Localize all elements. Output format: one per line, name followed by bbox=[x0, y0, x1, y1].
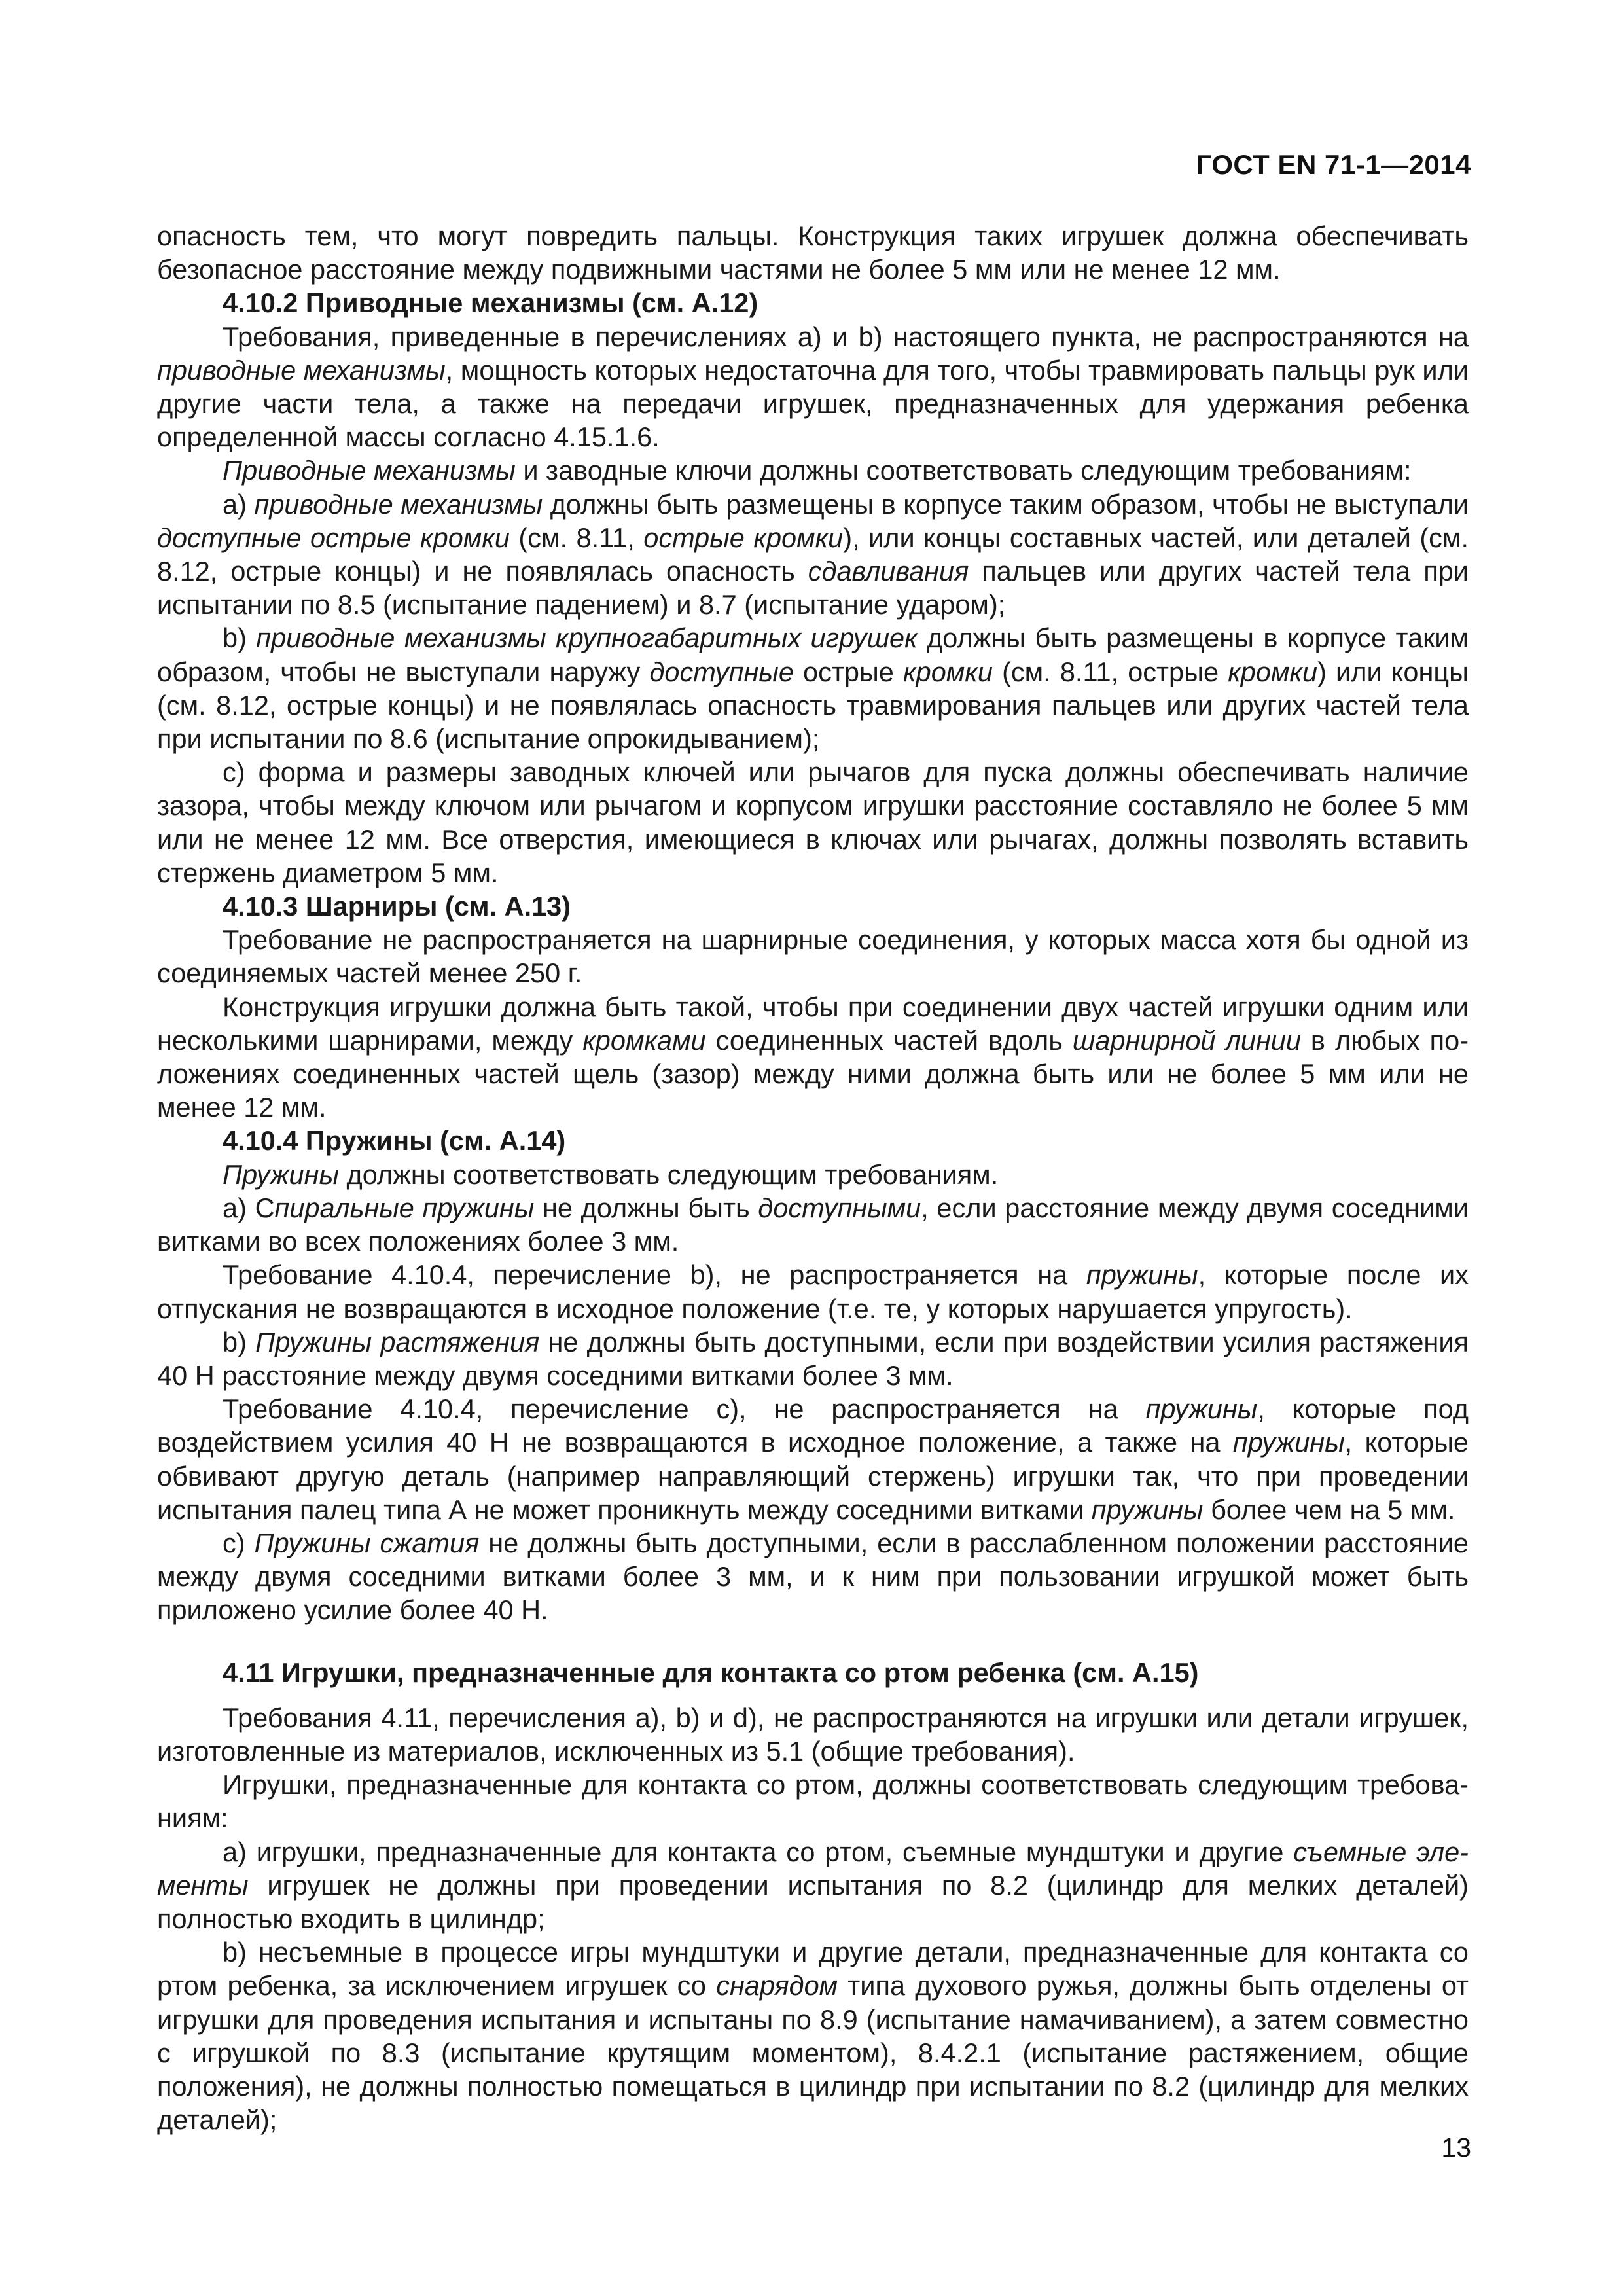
paragraph: Пружины должны соответствовать следующим требованиям. bbox=[223, 1158, 999, 1190]
list-item-a: a) игрушки, предназначенные для контакта со ртом, съемные мундштуки и другие съемные элементы игрушек не должны при проведении испытания по 8.2 (цилиндр для мелких деталей) полностью входить в цилиндр; bbox=[157, 1836, 1469, 1934]
list-item-c: c) форма и размеры заводных ключей или рычагов для пуска должны обеспечивать наличие зазора, чтобы между ключом или рычагом и корпусом игрушки расстояние составляло не более 5 мм или не менее 12 мм. Все отверстия, имеющиеся в ключах или рычагах, должны позволять вставить стержень диаметром 5 мм. bbox=[157, 757, 1469, 888]
list-item-a: a) Спиральные пружины не должны быть доступными, если расстояние между двумя соседними витками во всех положениях более 3 мм. bbox=[157, 1192, 1469, 1257]
paragraph: Требования, приведенные в перечислениях a) и b) настоящего пункта, не распространяются на приводные механизмы, мощность которых недостаточна для того, чтобы травмировать пальцы рук или другие части тела, а также на передачи игрушек, предназначенных для удержания ребенка определенной массы согласно 4.15.1.6. bbox=[157, 321, 1469, 453]
paragraph: Требование не распространяется на шарнирные соединения, у которых масса хотя бы одной из соединяемых частей менее 250 г. bbox=[157, 924, 1469, 989]
paragraph: Игрушки, предназначенные для контакта со ртом, должны соответствовать следующим требованиям: bbox=[157, 1769, 1469, 1834]
paragraph: Конструкция игрушки должна быть такой, чтобы при соединении двух частей игрушки одним или несколькими шарнирами, между кромками соединенных частей вдоль шарнирной линии в любых положениях соединенных частей щель (зазор) между ними должна быть или не более 5 мм или не менее 12 мм. bbox=[157, 991, 1469, 1123]
list-item-a: a) приводные механизмы должны быть размещены в корпусе таким образом, чтобы не выступали доступные острые кромки (см. 8.11, острые кромки), или концы составных частей, или деталей (см. 8.12, острые концы) и не появлялась опасность сдавливания пальцев или других частей тела при испытании по 8.5 (испытание падением) и 8.7 (испытание ударом); bbox=[157, 488, 1469, 620]
document-code-header: ГОСТ EN 71-1—2014 bbox=[1196, 149, 1471, 180]
section-heading-4-10-2: 4.10.2 Приводные механизмы (см. А.12) bbox=[223, 287, 758, 319]
section-heading-4-11: 4.11 Игрушки, предназначенные для контакта со ртом ребенка (см. А.15) bbox=[223, 1657, 1199, 1688]
paragraph: Требования 4.11, перечисления a), b) и d), не распространяются на игрушки или детали игрушек, изготовленные из материалов, исключенных из 5.1 (общие требования). bbox=[157, 1702, 1469, 1767]
paragraph: Требование 4.10.4, перечисление c), не распространяется на пружины, которые под воздействием усилия 40 Н не возвращаются в исходное положение, а также на пружины, которые обвивают другую деталь (например направляющий стержень) игрушки так, что при проведении испытания палец типа А не может проникнуть между соседними витками пружины более чем на 5 мм. bbox=[157, 1393, 1469, 1525]
document-body bbox=[157, 219, 1469, 2136]
section-heading-4-10-3: 4.10.3 Шарниры (см. А.13) bbox=[223, 891, 571, 922]
page-number: 13 bbox=[1441, 2132, 1471, 2162]
paragraph-intro: опасность тем, что могут повредить пальцы. Конструкция таких игрушек должна обеспечивать безопасное расстояние между подвижными частями не более 5 мм или не менее 12 мм. bbox=[157, 221, 1469, 285]
list-item-b: b) несъемные в процессе игры мундштуки и другие детали, предназначенные для контакта со ртом ребенка, за исключением игрушек со снарядом типа духового ружья, должны быть отделены от игрушки для проведения испытания и испытаны по 8.9 (испытание намачиванием), а затем совместно с игрушкой по 8.3 (испытание крутящим моментом), 8.4.2.1 (испытание растяжением, общие положения), не должны полностью помещаться в цилиндр при испытании по 8.2 (цилиндр для мелких деталей); bbox=[157, 1937, 1469, 2136]
list-item-b: b) приводные механизмы крупногабаритных игрушек должны быть размещены в корпусе таким образом, чтобы не выступали наружу доступные острые кромки (см. 8.11, острые кромки) или концы (см. 8.12, острые концы) и не появлялась опасность травмирования пальцев или других частей тела при испытании по 8.6 (испытание опрокидыванием); bbox=[157, 622, 1469, 755]
section-heading-4-10-4: 4.10.4 Пружины (см. А.14) bbox=[223, 1125, 566, 1157]
paragraph: Требование 4.10.4, перечисление b), не распространяется на пружины, которые после их отпускания не возвращаются в исходное положение (т.е. те, у которых нарушается упругость). bbox=[157, 1259, 1469, 1324]
list-item-c: c) Пружины сжатия не должны быть доступными, если в расслабленном положении расстояние между двумя соседними витками более 3 мм, и к ним при пользовании игрушкой может быть приложено усилие более 40 Н. bbox=[157, 1527, 1469, 1626]
list-item-b: b) Пружины растяжения не должны быть доступными, если при воздействии усилия растяжения 40 Н расстояние между двумя соседними витками более 3 мм. bbox=[157, 1326, 1469, 1391]
paragraph: Приводные механизмы и заводные ключи должны соответствовать следующим требованиям: bbox=[223, 455, 1412, 486]
